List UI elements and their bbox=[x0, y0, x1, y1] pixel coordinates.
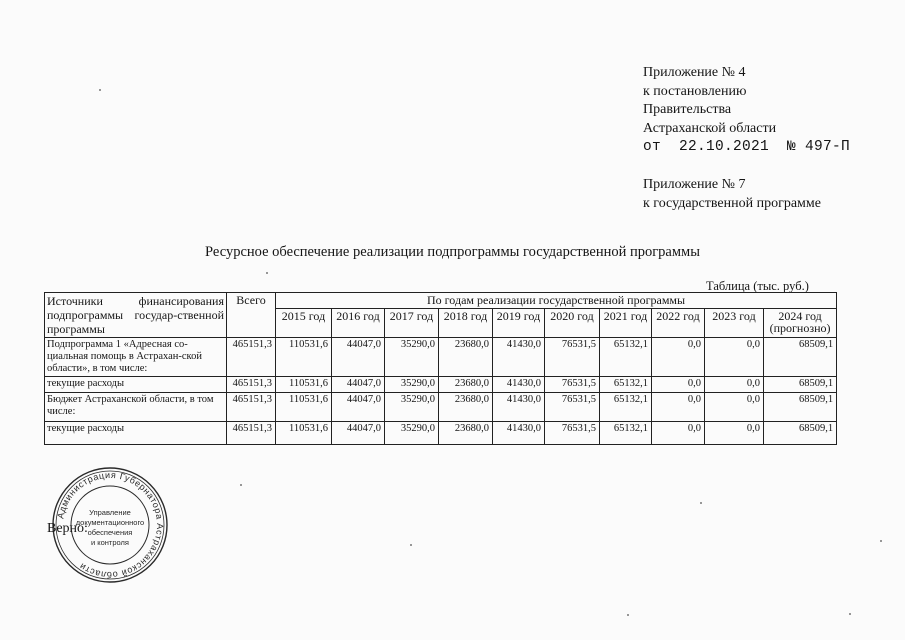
cell-2019: 41430,0 bbox=[493, 393, 545, 422]
scan-speck bbox=[700, 502, 702, 504]
stamp-inner-line: и контроля bbox=[90, 538, 130, 547]
table-caption: Таблица (тыс. руб.) bbox=[706, 279, 809, 293]
cell-2020: 76531,5 bbox=[545, 422, 600, 445]
cell-2022: 0,0 bbox=[652, 377, 705, 393]
cell-2021: 65132,1 bbox=[600, 393, 652, 422]
cell-2016: 44047,0 bbox=[332, 377, 385, 393]
header-year-2017: 2017 год bbox=[385, 309, 439, 338]
cell-2020: 76531,5 bbox=[545, 393, 600, 422]
cell-2021: 65132,1 bbox=[600, 422, 652, 445]
program-appendix-number: Приложение № 7 bbox=[643, 177, 746, 192]
cell-2022: 0,0 bbox=[652, 393, 705, 422]
cell-2015: 110531,6 bbox=[276, 377, 332, 393]
cell-2015: 110531,6 bbox=[276, 338, 332, 377]
cell-2016: 44047,0 bbox=[332, 422, 385, 445]
cell-2023: 0,0 bbox=[705, 393, 764, 422]
header-year-2020: 2020 год bbox=[545, 309, 600, 338]
scan-speck bbox=[266, 272, 268, 274]
row-total: 465151,3 bbox=[227, 338, 276, 377]
scan-speck bbox=[410, 544, 412, 546]
cell-2019: 41430,0 bbox=[493, 338, 545, 377]
cell-2018: 23680,0 bbox=[439, 377, 493, 393]
row-total: 465151,3 bbox=[227, 377, 276, 393]
scan-speck bbox=[240, 484, 242, 486]
document-title: Ресурсное обеспечение реализации подпрограммы государственной программы bbox=[205, 244, 700, 260]
table-row bbox=[45, 393, 837, 422]
header-year-2019: 2019 год bbox=[493, 309, 545, 338]
scan-speck bbox=[627, 614, 629, 616]
header-year-2023: 2023 год bbox=[705, 309, 764, 338]
appendix-to-resolution: к постановлению bbox=[643, 83, 747, 99]
appendix-region: Астраханской области bbox=[643, 120, 777, 136]
cell-2023: 0,0 bbox=[705, 377, 764, 393]
cell-2019: 41430,0 bbox=[493, 422, 545, 445]
cell-2017: 35290,0 bbox=[385, 377, 439, 393]
header-year-2018: 2018 год bbox=[439, 309, 493, 338]
table-row bbox=[45, 377, 837, 393]
resolution-appendix-header bbox=[643, 64, 850, 157]
certification-verno: Верно: bbox=[47, 521, 88, 536]
cell-2015: 110531,6 bbox=[276, 393, 332, 422]
cell-2024: 68509,1 bbox=[764, 338, 837, 377]
cell-2023: 0,0 bbox=[705, 422, 764, 445]
header-year-2024: 2024 год (прогнозно) bbox=[764, 309, 837, 338]
scan-speck bbox=[849, 613, 851, 615]
stamp-inner-line: Управление bbox=[89, 508, 131, 517]
row-label: текущие расходы bbox=[45, 377, 227, 393]
cell-2018: 23680,0 bbox=[439, 393, 493, 422]
cell-2016: 44047,0 bbox=[332, 393, 385, 422]
resolution-date-number: от 22.10.2021 № 497-П bbox=[643, 139, 851, 155]
cell-2024: 68509,1 bbox=[764, 377, 837, 393]
program-appendix-header bbox=[643, 175, 821, 213]
cell-2016: 44047,0 bbox=[332, 338, 385, 377]
cell-2024: 68509,1 bbox=[764, 422, 837, 445]
table-row bbox=[45, 338, 837, 377]
cell-2022: 0,0 bbox=[652, 338, 705, 377]
row-label: Бюджет Астраханской области, в том числе: bbox=[45, 393, 227, 422]
cell-2021: 65132,1 bbox=[600, 377, 652, 393]
cell-2021: 65132,1 bbox=[600, 338, 652, 377]
cell-2023: 0,0 bbox=[705, 338, 764, 377]
cell-2019: 41430,0 bbox=[493, 377, 545, 393]
stamp-ring-text: Администрация Губернатора Астраханской области bbox=[55, 469, 166, 581]
cell-2024: 68509,1 bbox=[764, 393, 837, 422]
cell-2022: 0,0 bbox=[652, 422, 705, 445]
scan-speck bbox=[880, 540, 882, 542]
table-row bbox=[45, 422, 837, 445]
cell-2015: 110531,6 bbox=[276, 422, 332, 445]
row-total: 465151,3 bbox=[227, 422, 276, 445]
row-label: текущие расходы bbox=[45, 422, 227, 445]
cell-2018: 23680,0 bbox=[439, 422, 493, 445]
stamp-inner-line: документационного bbox=[75, 518, 145, 527]
cell-2017: 35290,0 bbox=[385, 393, 439, 422]
resource-table bbox=[44, 292, 837, 445]
header-years-group: По годам реализации государственной программы bbox=[276, 293, 837, 309]
appendix-number: Приложение № 4 bbox=[643, 65, 746, 80]
header-year-2021: 2021 год bbox=[600, 309, 652, 338]
scan-speck bbox=[99, 89, 101, 91]
header-total: Всего bbox=[227, 293, 276, 338]
header-source: Источники финансирования подпрограммы государ-ственной программы bbox=[45, 293, 227, 338]
stamp-inner-line: обеспечения bbox=[87, 528, 133, 537]
appendix-government: Правительства bbox=[643, 102, 732, 117]
row-total: 465151,3 bbox=[227, 393, 276, 422]
header-year-2022: 2022 год bbox=[652, 309, 705, 338]
header-year-2015: 2015 год bbox=[276, 309, 332, 338]
row-label: Подпрограмма 1 «Адресная со-циальная помощь в Астрахан-ской области», в том числе: bbox=[45, 338, 227, 377]
cell-2018: 23680,0 bbox=[439, 338, 493, 377]
program-appendix-ref: к государственной программе bbox=[643, 196, 821, 211]
cell-2020: 76531,5 bbox=[545, 377, 600, 393]
cell-2020: 76531,5 bbox=[545, 338, 600, 377]
cell-2017: 35290,0 bbox=[385, 338, 439, 377]
header-year-2016: 2016 год bbox=[332, 309, 385, 338]
cell-2017: 35290,0 bbox=[385, 422, 439, 445]
